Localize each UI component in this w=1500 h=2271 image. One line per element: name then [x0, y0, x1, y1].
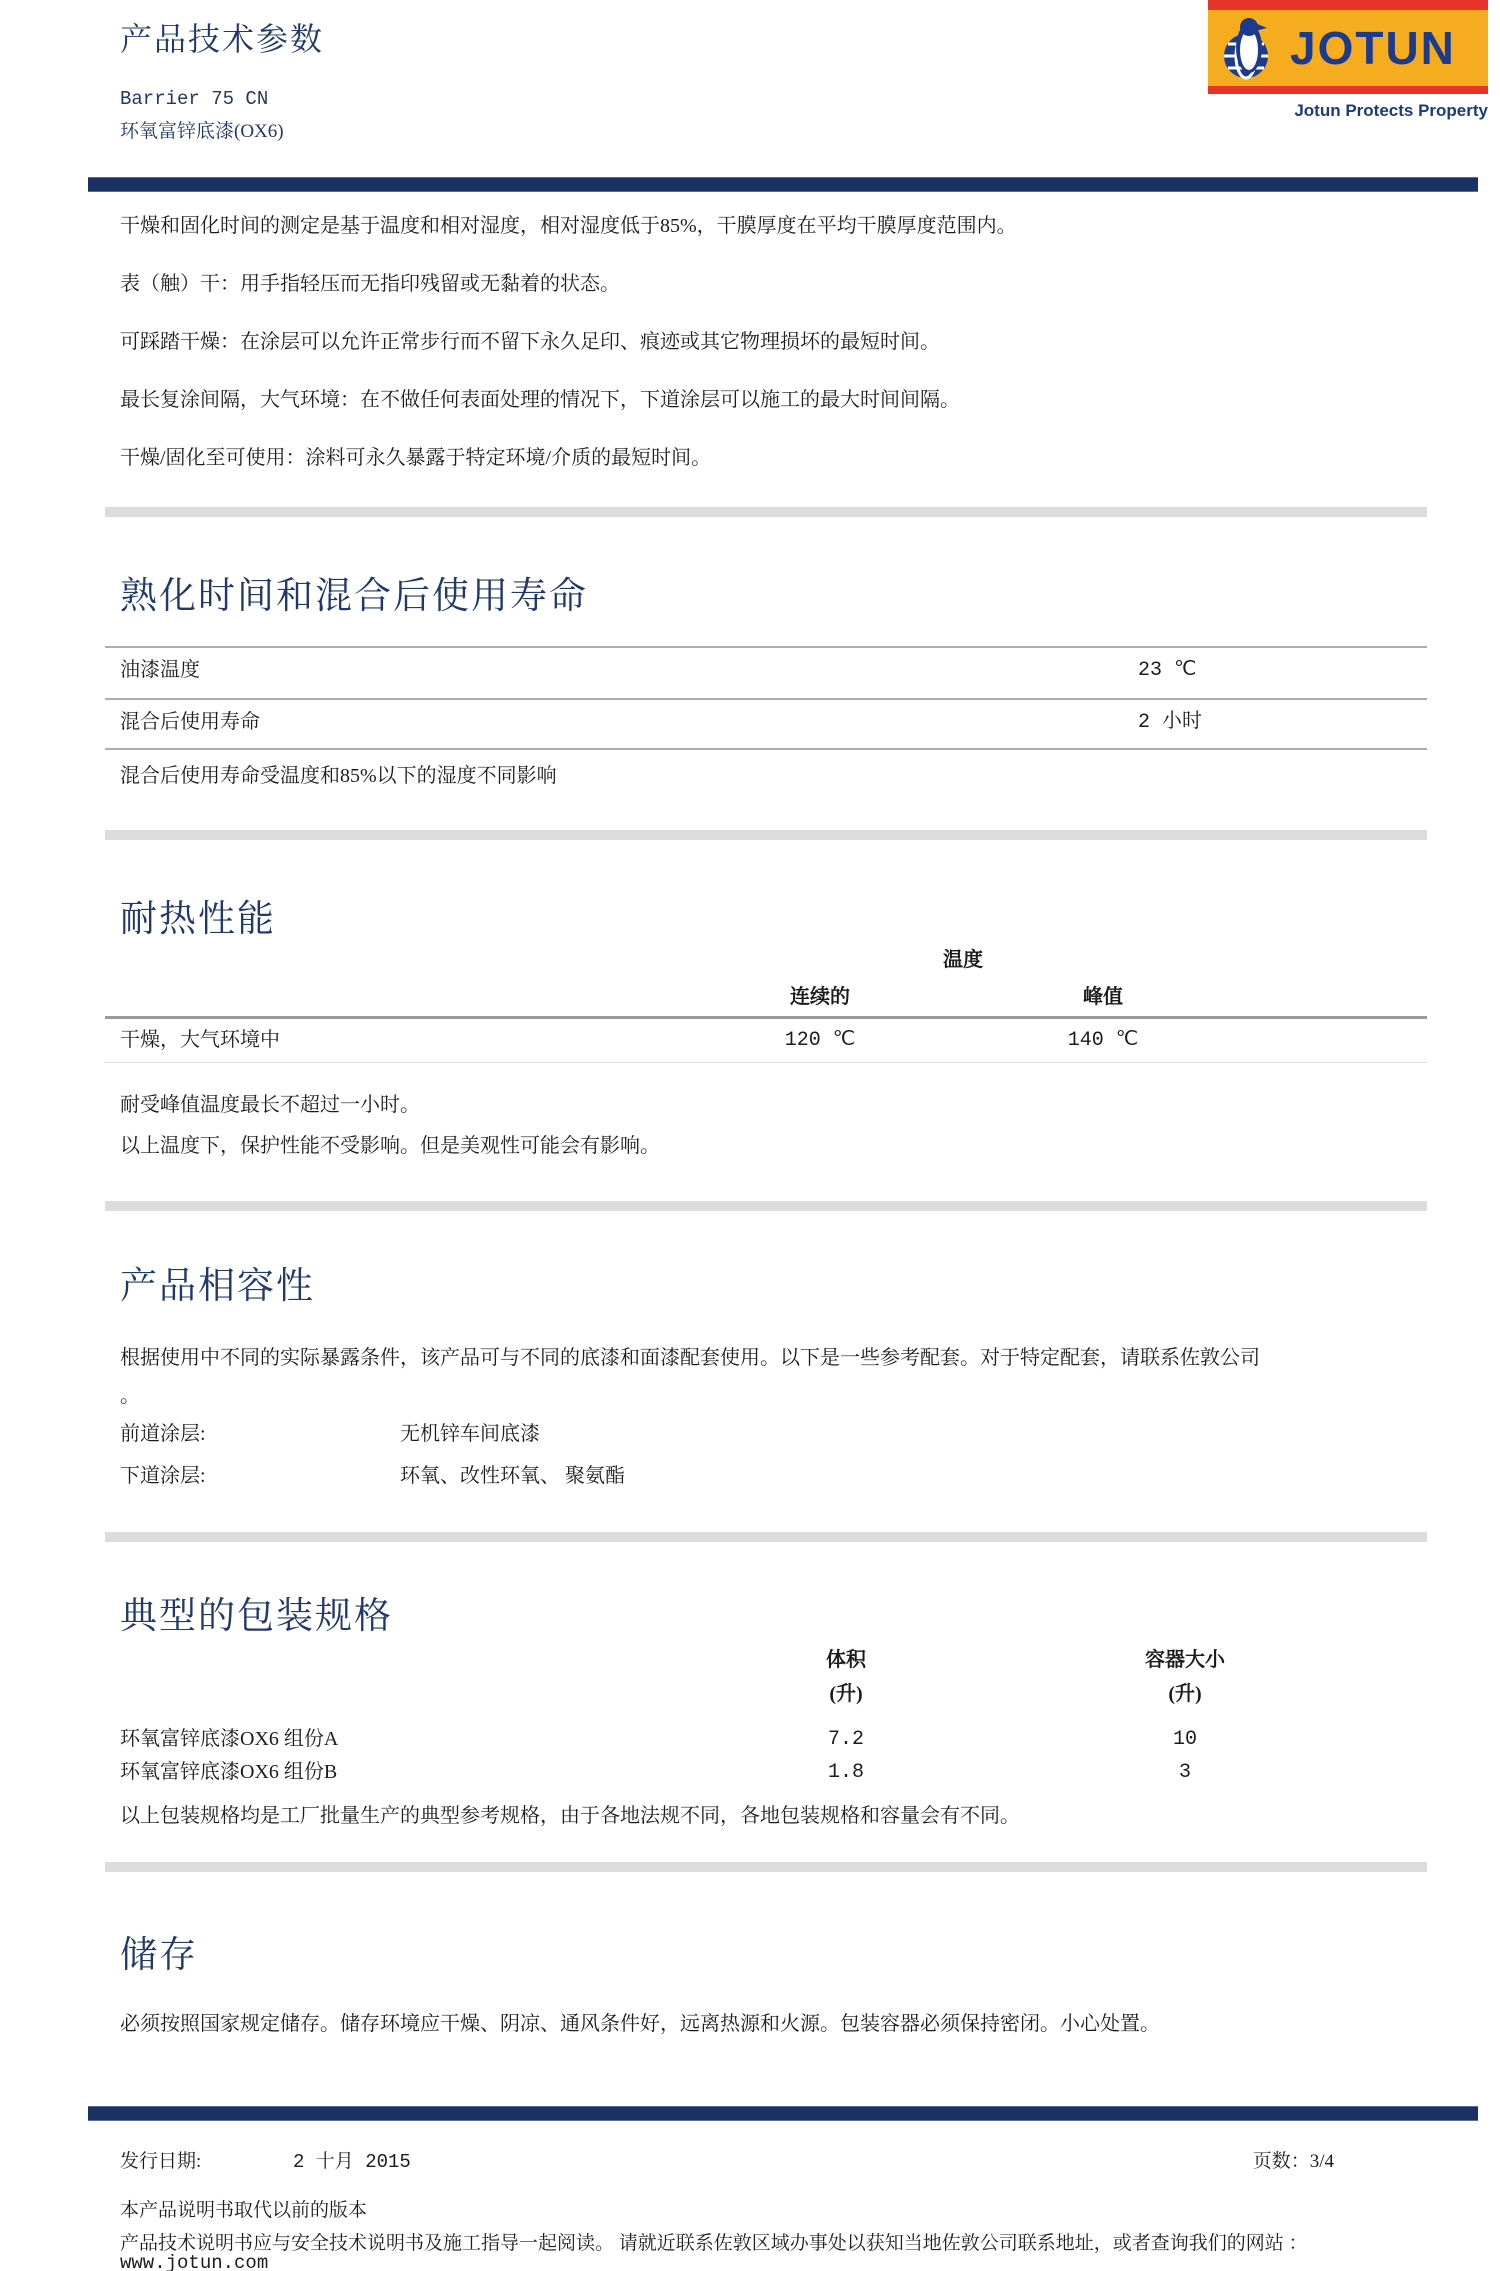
packaging-volume-value: 7.2 — [827, 1728, 865, 1751]
website-link[interactable]: www.jotun.com — [120, 2252, 269, 2271]
column-header-continuous: 连续的 — [790, 986, 850, 1008]
heat-note: 以上温度下，保护性能不受影响。但是美观性可能会有影响。 — [120, 1135, 660, 1157]
logo-red-top-bar — [1208, 0, 1488, 10]
continuous-temperature-value: 120 ℃ — [784, 1029, 856, 1052]
section-title-compatibility: 产品相容性 — [120, 1266, 315, 1307]
table-header-rule — [105, 1016, 1427, 1019]
heat-note: 耐受峰值温度最长不超过一小时。 — [120, 1094, 420, 1116]
section-divider — [105, 830, 1427, 840]
section-divider — [105, 1532, 1427, 1542]
column-header-container: 容器大小 — [1145, 1649, 1225, 1671]
packaging-note: 以上包装规格均是工厂批量生产的典型参考规格，由于各地法规不同，各地包装规格和容量会有不同。 — [120, 1805, 1020, 1827]
section-divider — [105, 1862, 1427, 1872]
table-row-label: 混合后使用寿命 — [120, 711, 260, 733]
coat-row-label: 下道涂层: — [120, 1465, 206, 1487]
section-title-pot-life: 熟化时间和混合后使用寿命 — [120, 576, 588, 617]
column-header-container-unit: (升) — [1168, 1683, 1202, 1705]
intro-paragraph: 表（触）干：用手指轻压而无指印残留或无黏着的状态。 — [120, 273, 620, 295]
issue-date-label: 发行日期: — [120, 2151, 202, 2172]
intro-paragraph: 可踩踏干燥：在涂层可以允许正常步行而不留下永久足印、痕迹或其它物理损坏的最短时间。 — [120, 331, 940, 353]
packaging-row-label: 环氧富锌底漆OX6 组份B — [120, 1761, 338, 1783]
jotun-logo — [1208, 0, 1488, 121]
packaging-container-value: 10 — [1172, 1728, 1198, 1751]
coat-row-value: 环氧、改性环氧、 聚氨酯 — [400, 1465, 625, 1487]
intro-paragraph: 最长复涂间隔，大气环境：在不做任何表面处理的情况下，下道涂层可以施工的最大时间间隔。 — [120, 389, 960, 411]
table-row-label: 干燥，大气环境中 — [120, 1029, 280, 1051]
column-header-volume: 体积 — [826, 1649, 866, 1671]
section-title-storage: 储存 — [120, 1935, 198, 1976]
logo-tagline: Jotun Protects Property — [1294, 101, 1488, 120]
coat-row-label: 前道涂层: — [120, 1423, 206, 1445]
peak-temperature-value: 140 ℃ — [1067, 1029, 1139, 1052]
pot-life-note: 混合后使用寿命受温度和85%以下的湿度不同影响 — [120, 765, 557, 787]
intro-paragraph: 干燥/固化至可使用：涂料可永久暴露于特定环境/介质的最短时间。 — [120, 447, 712, 469]
page-title: 产品技术参数 — [120, 21, 325, 57]
coat-row-value: 无机锌车间底漆 — [400, 1423, 540, 1445]
logo-yellow-box — [1208, 10, 1488, 86]
storage-paragraph: 必须按照国家规定储存。储存环境应干燥、阴凉、通风条件好，远离热源和火源。包装容器必须保持密闭。小心处置。 — [120, 2013, 1160, 2035]
packaging-row-label: 环氧富锌底漆OX6 组份A — [120, 1728, 339, 1750]
packaging-volume-value: 1.8 — [827, 1761, 865, 1784]
packaging-container-value: 3 — [1178, 1761, 1192, 1784]
logo-red-bottom-strip — [1208, 86, 1488, 94]
supersede-note: 本产品说明书取代以前的版本 — [120, 2200, 368, 2221]
intro-paragraph: 干燥和固化时间的测定是基于温度和相对湿度，相对湿度低于85%，干膜厚度在平均干膜厚度范围内。 — [120, 215, 1017, 237]
header-divider-bar — [88, 177, 1478, 192]
table-rule — [105, 1062, 1427, 1063]
column-group-header: 温度 — [943, 949, 983, 971]
compatibility-paragraph-wrap: 。 — [120, 1385, 140, 1407]
issue-date-value: 2 十月 2015 — [293, 2151, 411, 2173]
penguin-globe-icon — [1222, 16, 1284, 80]
column-header-peak: 峰值 — [1083, 986, 1123, 1008]
section-title-heat-resistance: 耐热性能 — [120, 899, 276, 940]
footer-divider-bar — [88, 2106, 1478, 2121]
section-title-packaging: 典型的包装规格 — [120, 1596, 393, 1637]
compatibility-paragraph: 根据使用中不同的实际暴露条件，该产品可与不同的底漆和面漆配套使用。以下是一些参考配套。对于特定配套，请联系佐敦公司 — [120, 1347, 1260, 1369]
page-number: 页数：3/4 — [1252, 2151, 1334, 2172]
column-header-volume-unit: (升) — [829, 1683, 863, 1705]
table-rule — [105, 646, 1427, 648]
table-row-value: 23 ℃ — [1138, 659, 1197, 682]
table-rule — [105, 748, 1427, 750]
product-subtitle: 环氧富锌底漆(OX6) — [120, 121, 284, 142]
table-row-label: 油漆温度 — [120, 659, 200, 681]
product-name: Barrier 75 CN — [120, 88, 269, 110]
table-row-value: 2 小时 — [1138, 711, 1203, 734]
section-divider — [105, 507, 1427, 517]
read-with-note: 产品技术说明书应与安全技术说明书及施工指导一起阅读。 请就近联系佐敦区域办事处以获知当地佐敦公司联系地址，或者查询我们的网站 ： — [120, 2233, 1308, 2254]
section-divider — [105, 1201, 1427, 1211]
jotun-wordmark: JOTUN — [1290, 22, 1456, 74]
table-rule — [105, 698, 1427, 700]
